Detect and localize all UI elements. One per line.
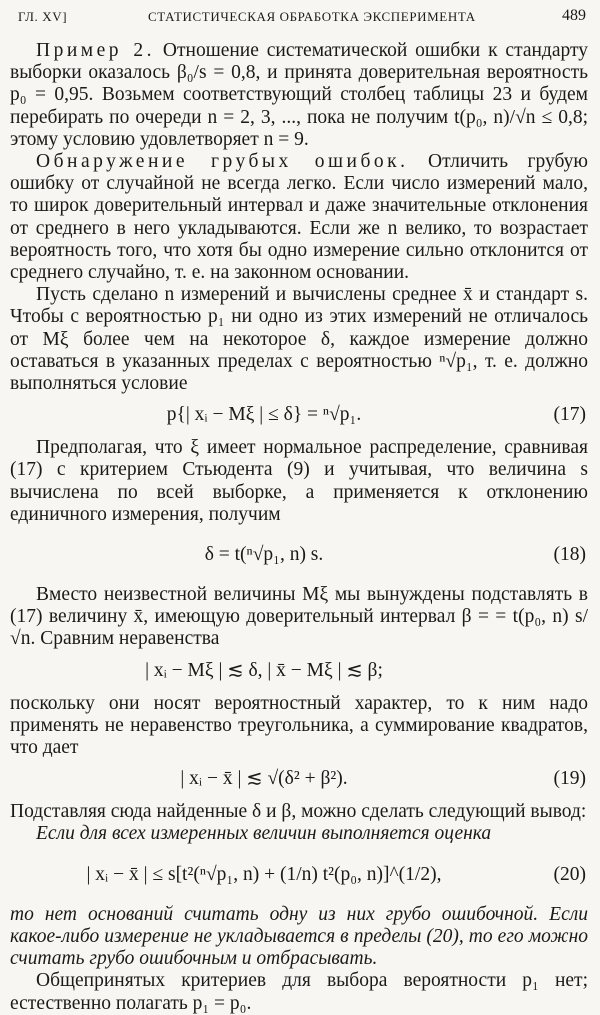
paragraph-example-2: [10, 40, 588, 151]
page-body: [10, 40, 588, 1015]
equation-18-formula: δ = t(ⁿ√p₁, n) s.: [204, 544, 324, 566]
equation-20: [10, 850, 588, 900]
equation-18-number: (18): [553, 544, 586, 566]
gross-errors-text: Отличить грубую ошибку от случайной не всегда легко. Если число измерений мало, то широк доверительный интервал и даже значительные отклонения от среднего в него укладываются. Если же n велико, то возрастает вероятность того, что хотя бы одно измерение сильно отклонится от среднего случайно, т. е. на законном основании.: [10, 151, 588, 284]
equation-17-number: (17): [553, 404, 586, 426]
equation-inequalities: [10, 655, 588, 689]
paragraph-probability-choice: Общепринятых критериев для выбора вероятности p₁ нет; естественно полагать p₁ = p₀.: [10, 970, 588, 1014]
paragraph-squares: поскольку они носят вероятностный характер, то к ним надо применять не неравенство треугольника, а суммирование квадратов, что дает: [10, 692, 588, 759]
chapter-label: ГЛ. XV]: [18, 9, 68, 24]
paragraph-estimate-lead: Если для всех измеренных величин выполняется оценка: [36, 823, 492, 845]
running-header: [18, 6, 586, 28]
inequalities-formula: | xᵢ − Mξ | ≲ δ, | x̄ − Mξ | ≲ β;: [145, 659, 383, 681]
example-lead: Пример 2.: [36, 40, 156, 61]
equation-18: [10, 530, 588, 580]
paragraph-verdict: то нет оснований считать одну из них грубо ошибочной. Если какое-либо измерение не укладывается в пределы (20), то его можно считать грубо ошибочным и отбрасывать.: [10, 903, 588, 970]
section-heading: Обнаружение грубых ошибок.: [36, 151, 409, 173]
equation-17-formula: p{| xᵢ − Mξ | ≤ δ} = ⁿ√p₁.: [166, 404, 362, 426]
paragraph-gross-errors: [10, 151, 588, 284]
equation-19: [10, 763, 588, 797]
running-title: СТАТИСТИЧЕСКАЯ ОБРАБОТКА ЭКСПЕРИМЕНТА: [148, 9, 476, 24]
paragraph-substitute: Вместо неизвестной величины Mξ мы вынуждены подставлять в (17) величину x̄, имеющую доверительный интервал β = = t(p₀, n) s/√n. Сравним неравенства: [10, 584, 588, 650]
equation-20-formula: | xᵢ − x̄ | ≤ s[t²(ⁿ√p₁, n) + (1/n) t²(p₀, n)]^(1/2),: [86, 863, 442, 885]
equation-17: [10, 399, 588, 433]
equation-19-formula: | xᵢ − x̄ | ≲ √(δ² + β²).: [180, 768, 348, 790]
paragraph-condition: Пусть сделано n измерений и вычислены среднее x̄ и стандарт s. Чтобы с вероятностью p₁ ни одно из этих измерений не отличалось от Mξ более чем на некоторое δ, каждое измерение должно оставаться в указанных пределах с вероятностью ⁿ√p₁, т. е. должно выполняться условие: [10, 284, 588, 395]
page-number: 489: [562, 7, 586, 24]
equation-19-number: (19): [553, 768, 586, 790]
paragraph-student: Предполагая, что ξ имеет нормальное распределение, сравнивая (17) с критерием Стьюдента (9) и учитывая, что величина s вычислена по всей выборке, а применяется к отклонению единичного измерения, получим: [10, 437, 588, 525]
equation-20-number: (20): [553, 863, 586, 885]
example-text: Отношение систематической ошибки к стандарту выборки оказалось β₀/s = 0,8, и принята доверительная вероятность p₀ = 0,95. Возьмем соответствующий столбец таблицы 23 и будем перебирать по очереди n = 2, 3, ..., пока не получим t(p₀, n)/√n ≤ 0,8; этому условию удовлетворяет n = 9.: [10, 40, 589, 150]
paragraph-conclusion: Подставляя сюда найденные δ и β, можно сделать следующий вывод:: [10, 801, 587, 823]
